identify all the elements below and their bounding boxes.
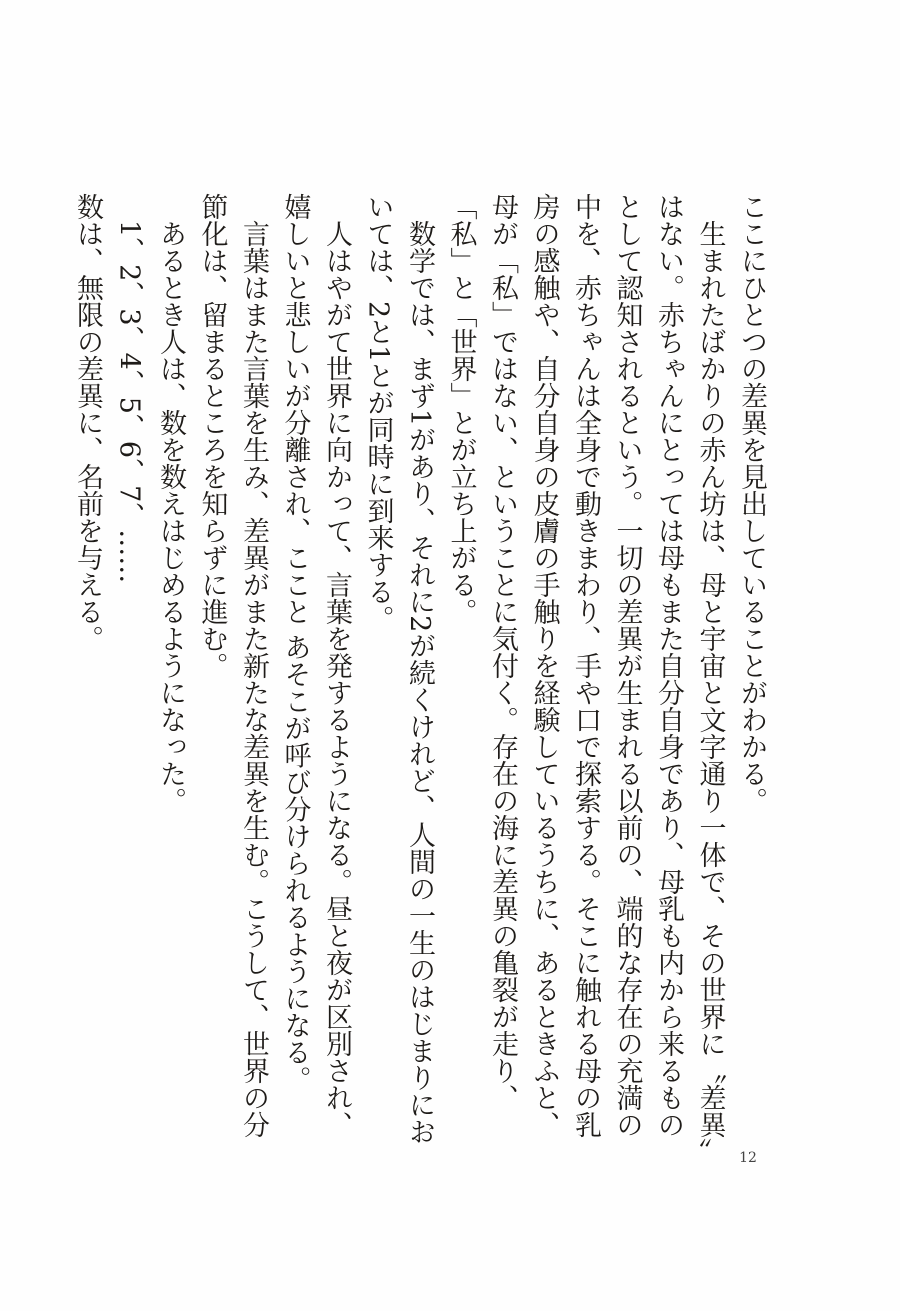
paragraph-3: 数学では、まず1があり、それに2が続くけれど、人間の一生のはじまりにおいては、2と1とが同時に到来する。 [362,193,435,1146]
body-text [67,193,773,1153]
paragraph-7: 1、2、3、4、5、6、7、…… [113,220,145,584]
paragraph-2: 生まれたばかりの赤ん坊は、母と宇宙と文字通り一体で、その世界に〝差異〟はない。赤ちゃんにとっては母もまた自分自身であり、母乳も内から来るものとして認知されるという。一切の差異が生まれる以前の、端的な存在の充満の中を、赤ちゃんは全身で動きまわり、手や口で探索する。そこに触れる母の乳房の感触や、自分自身の皮膚の手触りを経験しているうちに、あるときふと、母が「私」ではない、ということに気付く。存在の海に差異の亀裂が走り、「私」と「世界」とが立ち上がる。 [445,193,726,1152]
paragraph-4: 人はやがて世界に向かって、言葉を発するようになる。昼と夜が区別され、嬉しいと悲しいが分離され、ここと あそこが呼び分けられるようになる。 [279,193,352,1138]
paragraph-1: ここにひとつの差異を見出していることがわかる。 [736,193,767,814]
paragraph-5: 言葉はまた言葉を生み、差異がまた新たな差異を生む。こうして、世界の分節化は、留まるところを知らずに進む。 [196,193,269,1138]
paragraph-8: 数は、無限の差異に、名前を与える。 [72,193,103,652]
paragraph-6: あるとき人は、数を数えはじめるようになった。 [155,220,186,814]
page-number: 12 [739,1150,757,1166]
